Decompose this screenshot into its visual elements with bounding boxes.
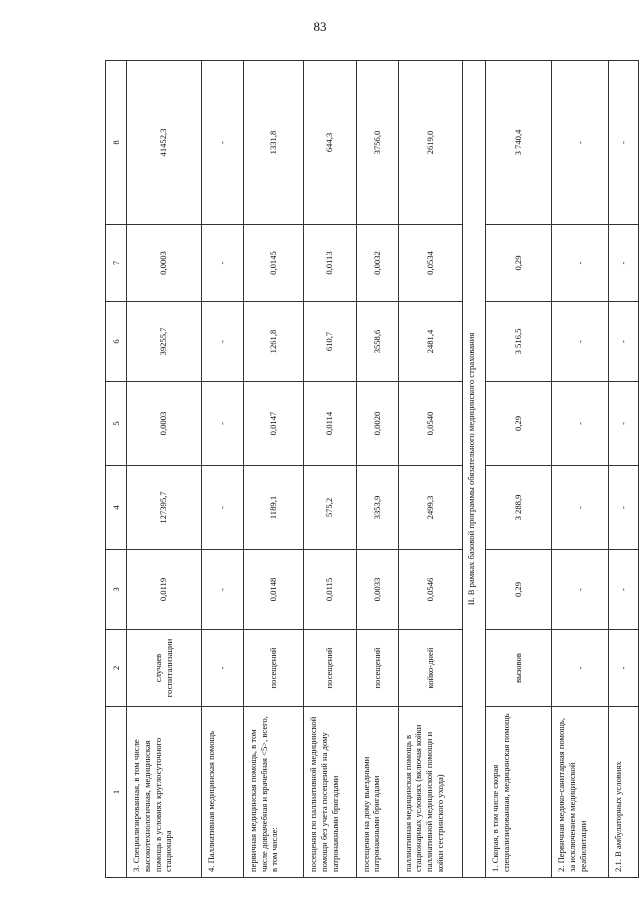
row-label: первичная медицинская помощь, в том числе доврачебная и врачебная <5>, всего, в том числе: (243, 707, 303, 878)
unit-cell: вызовов (486, 630, 552, 707)
value-cell: 1189,1 (243, 466, 303, 550)
value-cell: 644,3 (304, 61, 356, 225)
value-cell: 0,29 (486, 550, 552, 630)
table-row (608, 61, 638, 878)
value-cell: 0,0003 (127, 225, 201, 302)
unit-cell: посещений (304, 630, 356, 707)
unit-cell: случаев госпитализации (127, 630, 201, 707)
value-cell: - (552, 225, 608, 302)
value-cell: 1261,8 (243, 302, 303, 382)
table-row (398, 61, 462, 878)
section-row (463, 61, 486, 878)
value-cell: 0,0147 (243, 382, 303, 466)
value-cell: 0,29 (486, 225, 552, 302)
value-cell: 0,0113 (304, 225, 356, 302)
row-label: посещения на дому выездными патронажными бригадами (356, 707, 398, 878)
value-cell: 0,0540 (398, 382, 462, 466)
header-cell: 4 (106, 466, 127, 550)
value-cell: - (552, 466, 608, 550)
header-cell: 2 (106, 630, 127, 707)
value-cell: 0,0119 (127, 550, 201, 630)
header-cell: 1 (106, 707, 127, 878)
table-row (486, 61, 552, 878)
table-row (304, 61, 356, 878)
value-cell: 3558,6 (356, 302, 398, 382)
value-cell: 0,29 (486, 382, 552, 466)
value-cell: 3 516,5 (486, 302, 552, 382)
value-cell: 0,0032 (356, 225, 398, 302)
value-cell: 2481,4 (398, 302, 462, 382)
row-label: 4. Паллиативная медицинская помощь (201, 707, 243, 878)
section-title: II. В рамках базовой программы обязательного медицинского страхования (463, 61, 486, 878)
value-cell: - (201, 61, 243, 225)
unit-cell: койко-дней (398, 630, 462, 707)
value-cell: - (608, 550, 638, 630)
header-cell: 7 (106, 225, 127, 302)
value-cell: 3 288,9 (486, 466, 552, 550)
unit-cell: посещений (243, 630, 303, 707)
value-cell: 0,0003 (127, 382, 201, 466)
unit-cell: - (552, 630, 608, 707)
row-label: 1. Скорая, в том числе скорая специализированная, медицинская помощь (486, 707, 552, 878)
value-cell: 0,0115 (304, 550, 356, 630)
header-row (106, 61, 127, 878)
value-cell: - (201, 466, 243, 550)
table-row (127, 61, 201, 878)
value-cell: 39255,7 (127, 302, 201, 382)
unit-cell: посещений (356, 630, 398, 707)
value-cell: - (201, 225, 243, 302)
value-cell: 610,7 (304, 302, 356, 382)
value-cell: 0,0145 (243, 225, 303, 302)
value-cell: 1331,8 (243, 61, 303, 225)
header-cell: 3 (106, 550, 127, 630)
norms-table (105, 60, 639, 878)
value-cell: 0,0020 (356, 382, 398, 466)
value-cell: - (552, 302, 608, 382)
value-cell: - (201, 382, 243, 466)
value-cell: - (608, 302, 638, 382)
value-cell: 0,0546 (398, 550, 462, 630)
value-cell: - (552, 550, 608, 630)
value-cell: - (608, 225, 638, 302)
value-cell: - (201, 302, 243, 382)
value-cell: - (201, 550, 243, 630)
page-number: 83 (313, 19, 327, 34)
row-label: 2.1. В амбулаторных условиях (608, 707, 638, 878)
value-cell: 2619,0 (398, 61, 462, 225)
value-cell: - (608, 382, 638, 466)
row-label: 2. Первичная медико-санитарная помощь, за исключением медицинской реабилитации (552, 707, 608, 878)
value-cell: 127395,7 (127, 466, 201, 550)
header-cell: 6 (106, 302, 127, 382)
value-cell: - (608, 466, 638, 550)
value-cell: 3353,9 (356, 466, 398, 550)
value-cell: 0,0033 (356, 550, 398, 630)
table-row (201, 61, 243, 878)
row-label: паллиативная медицинская помощь в стационарных условиях (включая койки паллиативной медицинской помощи и койки сестринского ухода) (398, 707, 462, 878)
header-cell: 5 (106, 382, 127, 466)
value-cell: 3 740,4 (486, 61, 552, 225)
value-cell: 0,0114 (304, 382, 356, 466)
value-cell: 3756,0 (356, 61, 398, 225)
unit-cell: - (201, 630, 243, 707)
header-cell: 8 (106, 61, 127, 225)
row-label: 3. Специализированная, в том числе высокотехнологичная, медицинская помощь в условиях круглосуточного стационара (127, 707, 201, 878)
value-cell: - (552, 382, 608, 466)
value-cell: 575,2 (304, 466, 356, 550)
row-label: посещения по паллиативной медицинской помощи без учета посещений на дому патронажными бригадами (304, 707, 356, 878)
table-row (356, 61, 398, 878)
table-row (243, 61, 303, 878)
value-cell: 2499,3 (398, 466, 462, 550)
rotated-table-container (105, 61, 639, 878)
value-cell: - (552, 61, 608, 225)
unit-cell: - (608, 630, 638, 707)
value-cell: 0,0534 (398, 225, 462, 302)
value-cell: 0,0148 (243, 550, 303, 630)
value-cell: - (608, 61, 638, 225)
table-row (552, 61, 608, 878)
value-cell: 41452,3 (127, 61, 201, 225)
